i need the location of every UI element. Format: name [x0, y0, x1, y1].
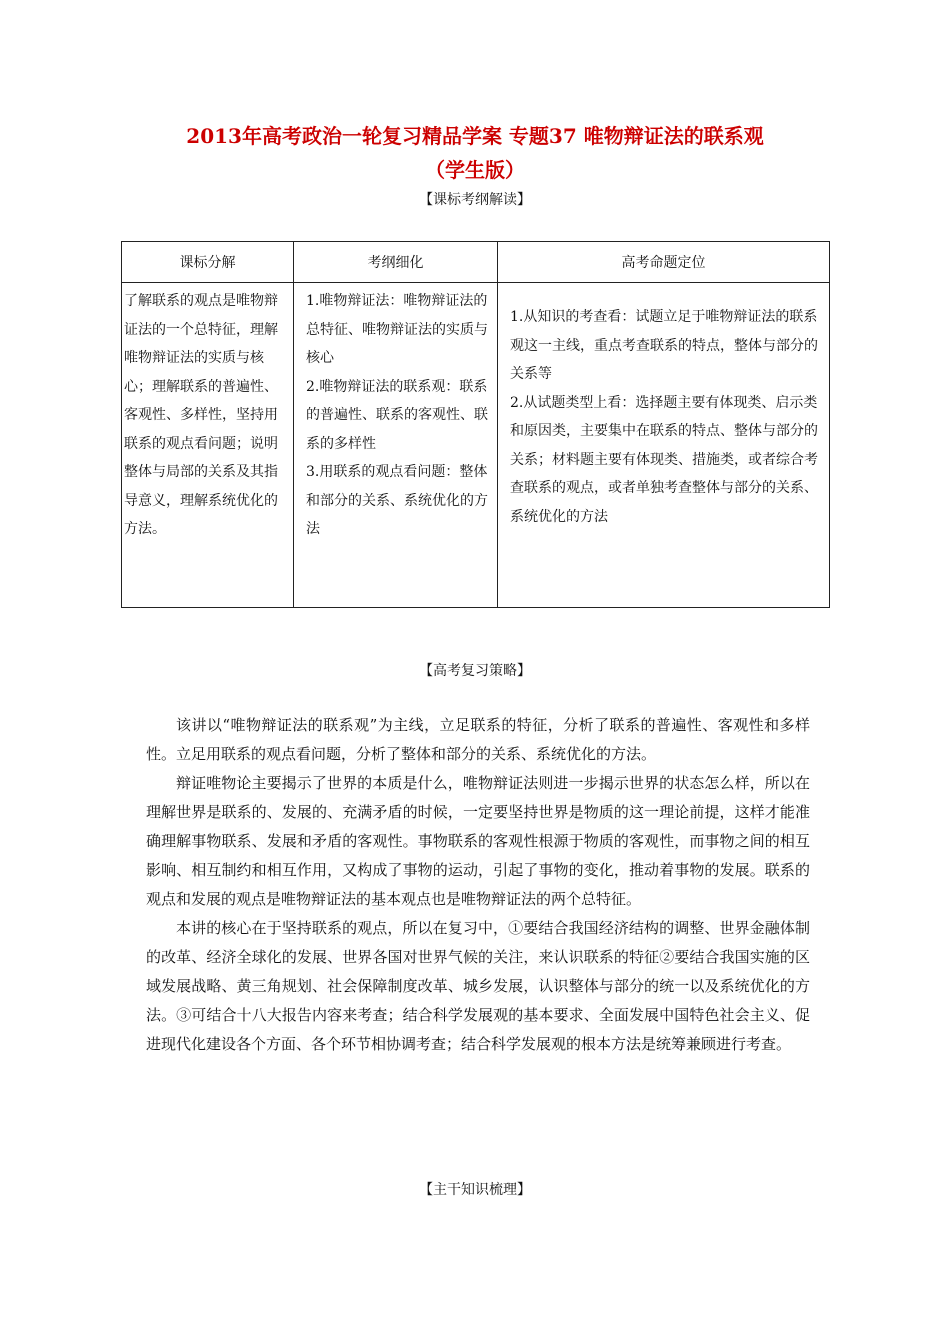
table-cell-exam-focus: 1.从知识的考查看：试题立足于唯物辩证法的联系观这一主线，重点考查联系的特点，整体与部分的关系等 2.从试题类型上看：选择题主要有体现类、启示类和原因类，主要集中在联系的特点、整体与部分的关系；材料题主要有体现类、措施类，或者综合考查联系的观点，或者单独考查整体与部分的关系、系统优化的方法: [498, 283, 830, 608]
strategy-body: [146, 711, 810, 1059]
table-header-row: [122, 242, 830, 283]
section-heading-curriculum: 【课标考纲解读】: [419, 192, 531, 208]
document-title: 2013年高考政治一轮复习精品学案 专题37 唯物辩证法的联系观: [186, 124, 764, 148]
table-header-cell: 高考命题定位: [498, 242, 830, 283]
paragraph: 本讲的核心在于坚持联系的观点，所以在复习中，①要结合我国经济结构的调整、世界金融体制的改革、经济全球化的发展、世界各国对世界气候的关注，来认识联系的特征②要结合我国实施的区域发展战略、黄三角规划、社会保障制度改革、城乡发展，认识整体与部分的统一以及系统优化的方法。③可结合十八大报告内容来考查；结合科学发展观的基本要求、全面发展中国特色社会主义、促进现代化建设各个方面、各个环节相协调考查；结合科学发展观的根本方法是统筹兼顾进行考查。: [146, 919, 810, 1053]
paragraph: 该讲以“唯物辩证法的联系观”为主线，立足联系的特征，分析了联系的普遍性、客观性和多样性。立足用联系的观点看问题，分析了整体和部分的关系、系统优化的方法。: [146, 716, 810, 763]
table-row: [122, 283, 830, 608]
curriculum-table: [121, 241, 830, 608]
table-header-cell: 考纲细化: [294, 242, 498, 283]
table-cell-syllabus: 1.唯物辩证法：唯物辩证法的总特征、唯物辩证法的实质与核心 2.唯物辩证法的联系观：联系的普遍性、联系的客观性、联系的多样性 3.用联系的观点看问题：整体和部分的关系、系统优化的方法: [294, 283, 498, 608]
table-header-cell: 课标分解: [122, 242, 294, 283]
document-subtitle: （学生版）: [425, 158, 525, 182]
section-heading-knowledge: 【主干知识梳理】: [419, 1182, 531, 1198]
table-cell-curriculum: 了解联系的观点是唯物辩证法的一个总特征，理解唯物辩证法的实质与核心；理解联系的普遍性、客观性、多样性，坚持用联系的观点看问题；说明整体与局部的关系及其指导意义，理解系统优化的方法。: [122, 283, 294, 608]
section-heading-strategy: 【高考复习策略】: [419, 663, 531, 679]
paragraph: 辩证唯物论主要揭示了世界的本质是什么，唯物辩证法则进一步揭示世界的状态怎么样，所以在理解世界是联系的、发展的、充满矛盾的时候，一定要坚持世界是物质的这一理论前提，这样才能准确理解事物联系、发展和矛盾的客观性。事物联系的客观性根源于物质的客观性，而事物之间的相互影响、相互制约和相互作用，又构成了事物的运动，引起了事物的变化，推动着事物的发展。联系的观点和发展的观点是唯物辩证法的基本观点也是唯物辩证法的两个总特征。: [146, 774, 810, 908]
